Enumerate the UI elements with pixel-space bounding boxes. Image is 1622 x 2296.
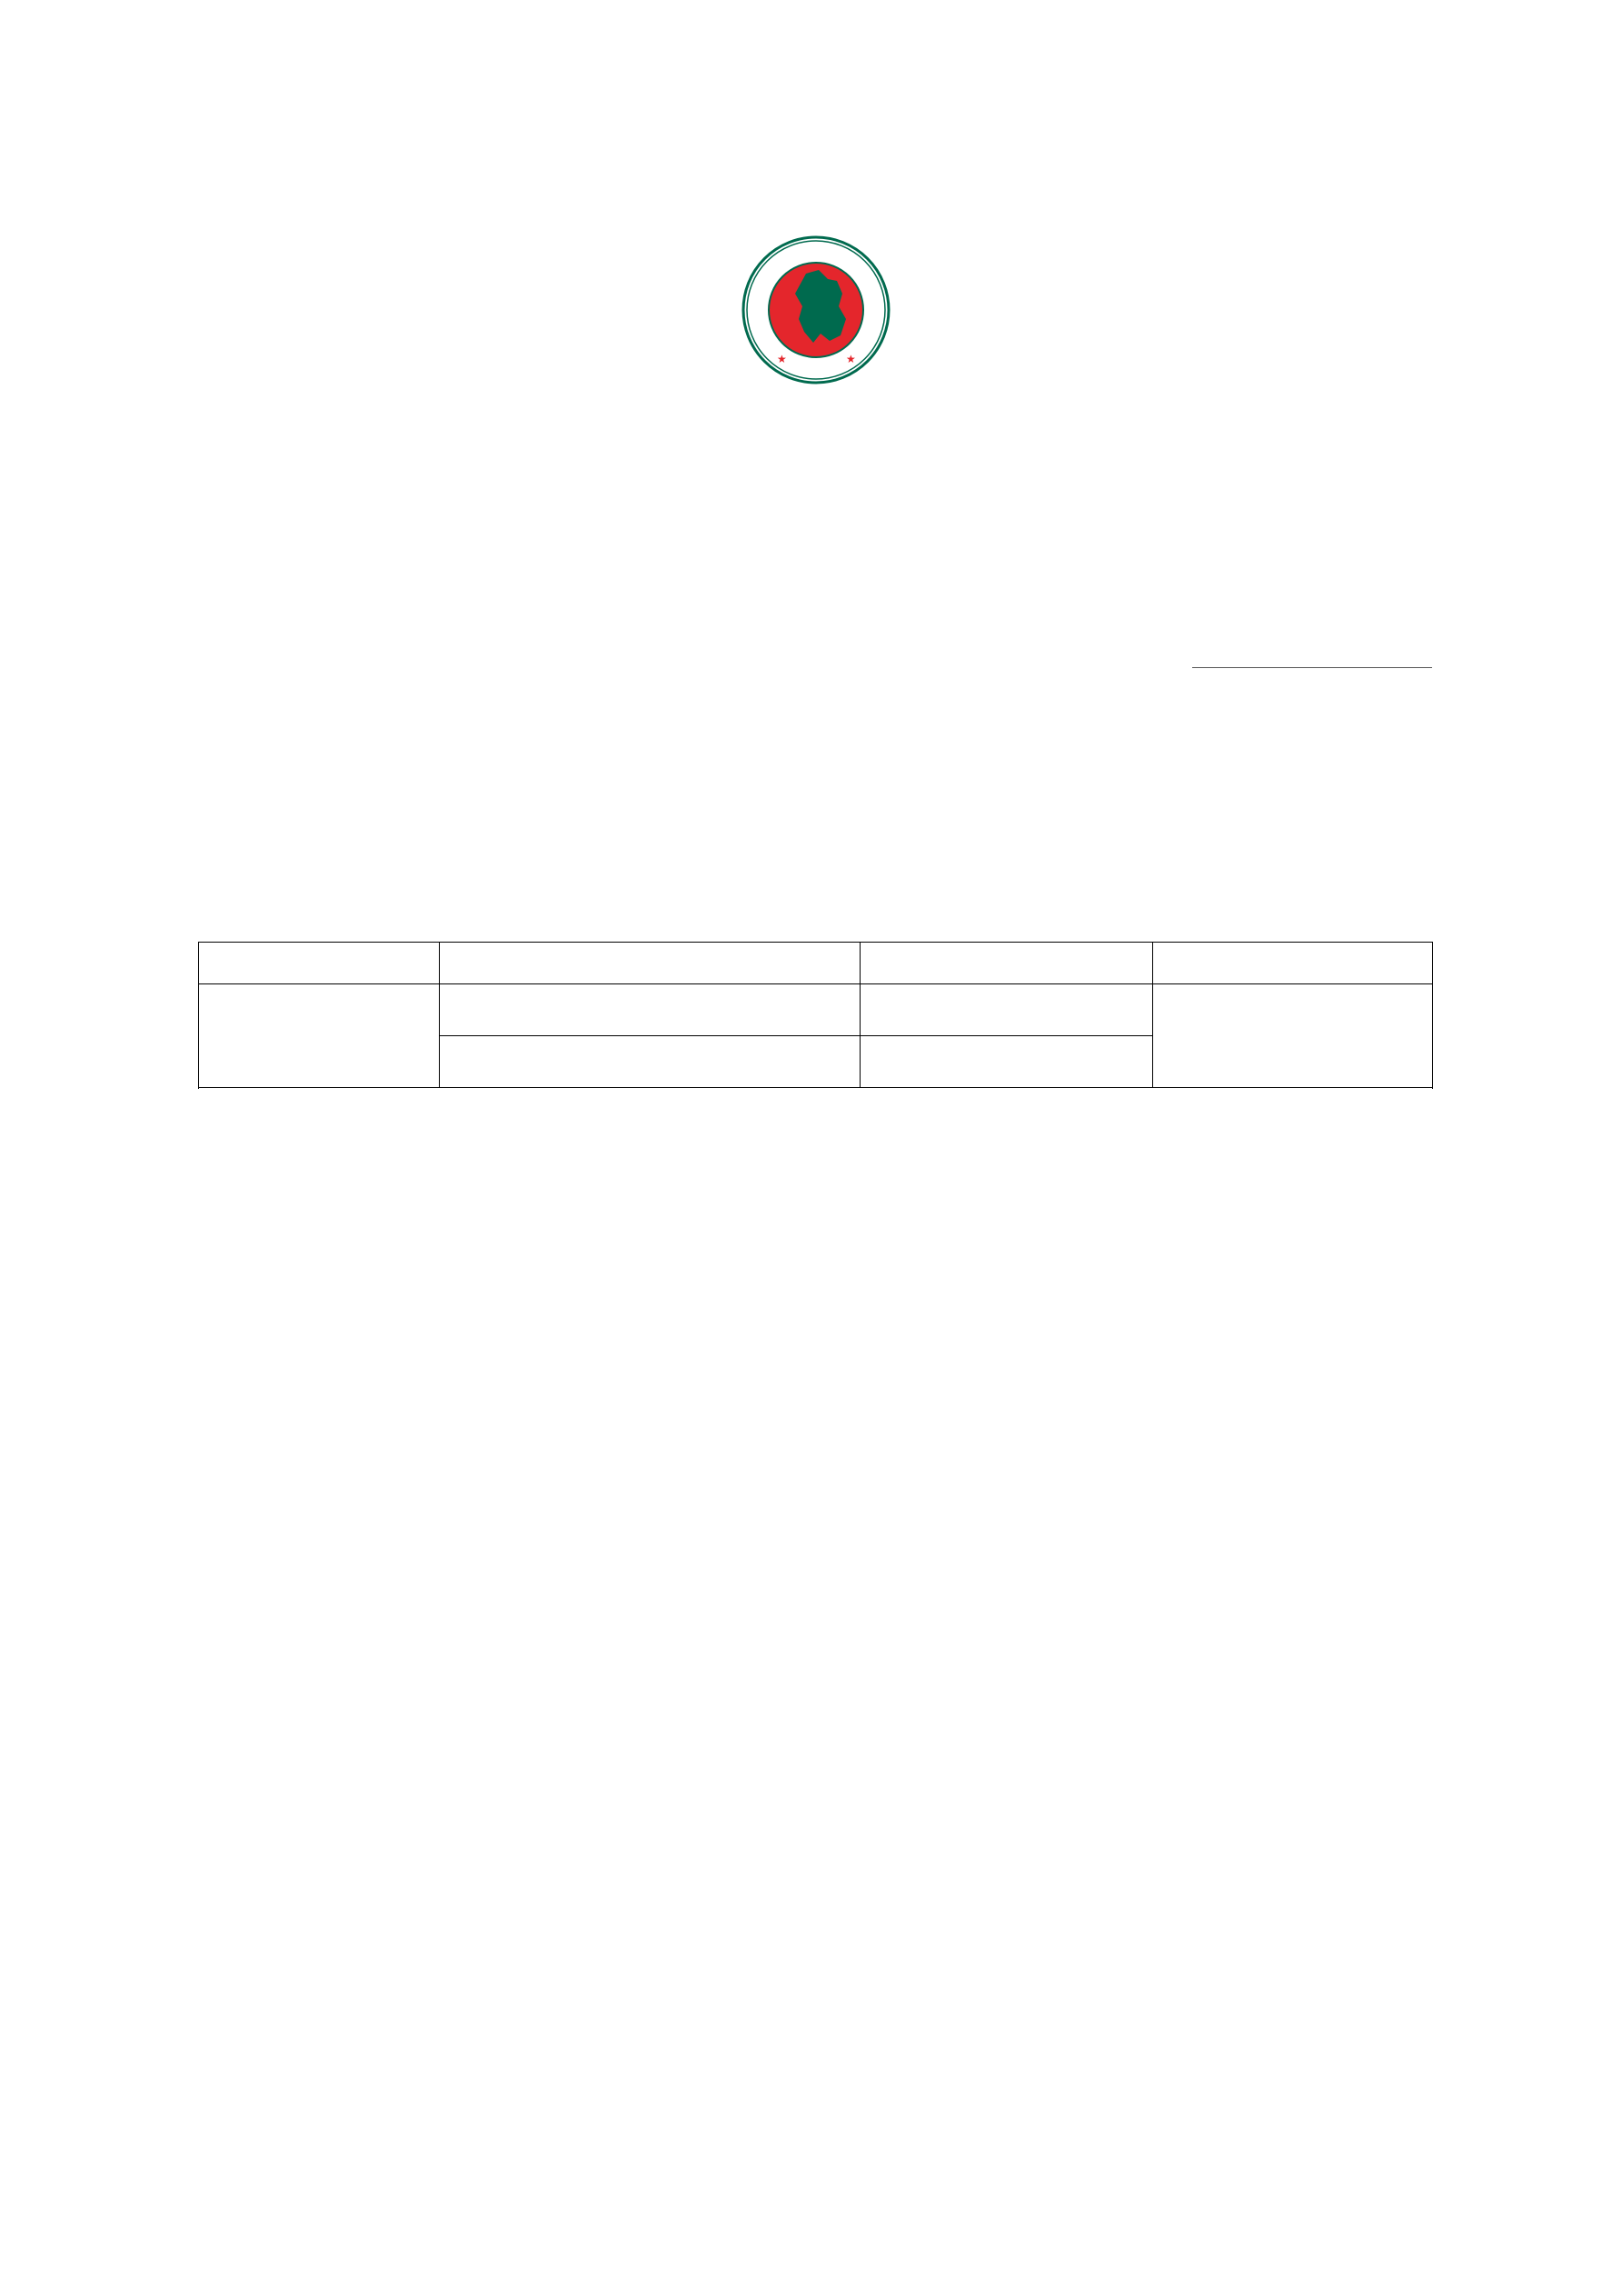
table-row [199, 984, 1433, 1036]
table-header-row [199, 943, 1433, 984]
exam-schedule-table [198, 942, 1433, 1088]
date-divider [1192, 667, 1432, 668]
header-date-time [199, 943, 440, 984]
roll-range [861, 1036, 1153, 1088]
roll-range [861, 984, 1153, 1036]
exam-date-time-cell [199, 984, 440, 1088]
government-seal [739, 234, 893, 386]
svg-text:★: ★ [846, 353, 856, 365]
post-name [439, 984, 861, 1036]
svg-text:★: ★ [777, 353, 787, 365]
header-venue [1153, 943, 1433, 984]
header-roll-number [861, 943, 1153, 984]
header-post-name [439, 943, 861, 984]
post-name [439, 1036, 861, 1088]
venue-cell [1153, 984, 1433, 1088]
